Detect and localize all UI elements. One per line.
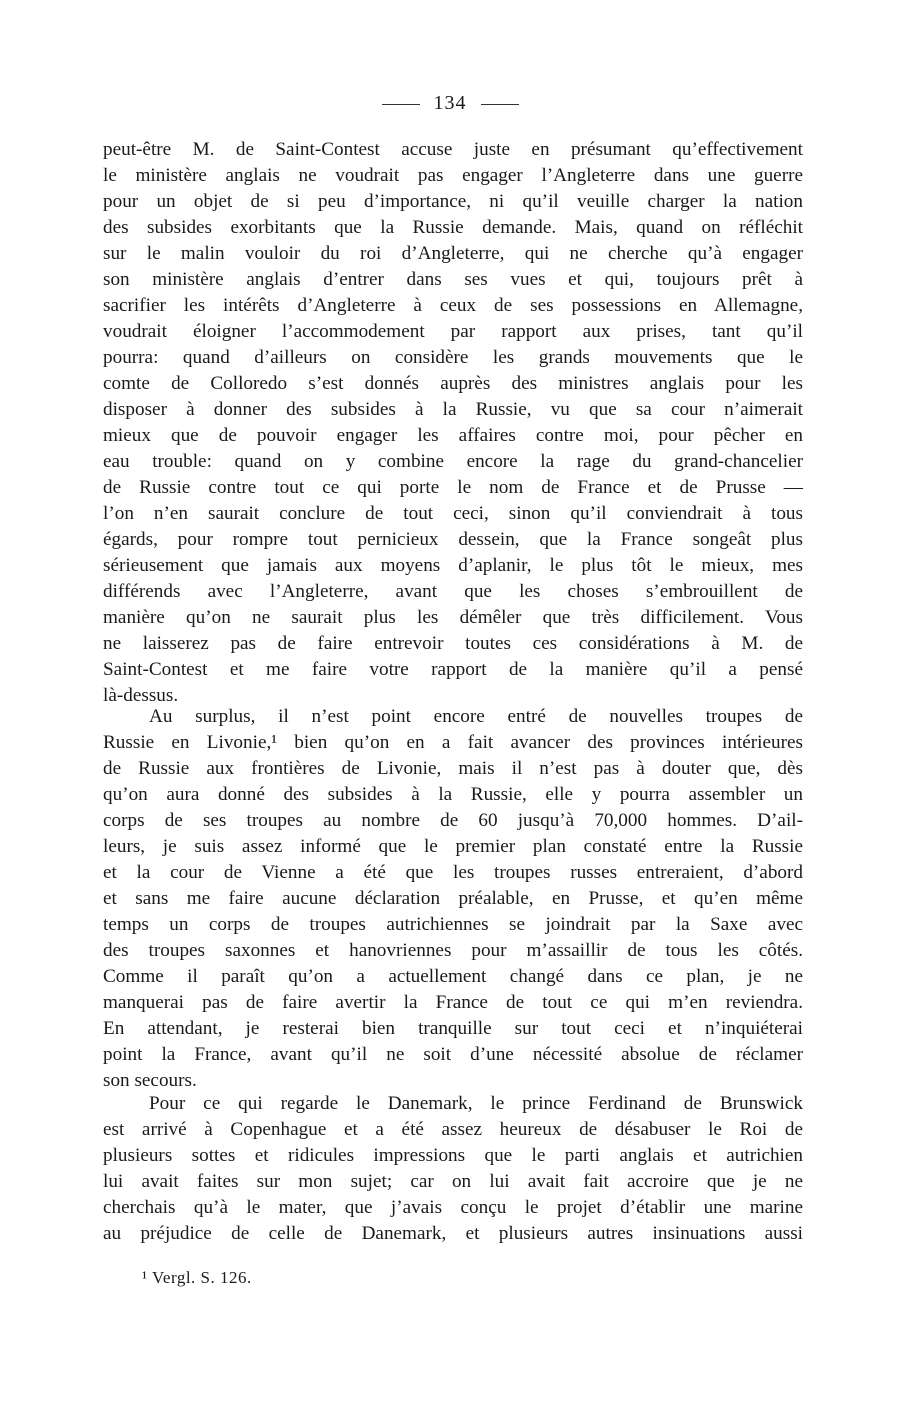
paragraph-1 xyxy=(103,137,803,709)
text-line: ne laisserez pas de faire entrevoir toutes ces considérations à M. de xyxy=(103,633,803,654)
text-line: point la France, avant qu’il ne soit d’une nécessité absolue de réclamer xyxy=(103,1044,803,1065)
text-line: et sans me faire aucune déclaration préalable, en Prusse, et qu’en même xyxy=(103,888,803,909)
text-line: et la cour de Vienne a été que les troupes russes entreraient, d’abord xyxy=(103,862,803,883)
text-line: corps de ses troupes au nombre de 60 jusqu’à 70,000 hommes. D’ail- xyxy=(103,810,803,831)
text-line: qu’on aura donné des subsides à la Russie, elle y pourra assembler un xyxy=(103,784,803,805)
text-line: temps un corps de troupes autrichiennes se joindrait par la Saxe avec xyxy=(103,914,803,935)
text-line: égards, pour rompre tout pernicieux dessein, que la France songeât plus xyxy=(103,529,803,550)
text-line: Comme il paraît qu’on a actuellement changé dans ce plan, je ne xyxy=(103,966,803,987)
text-line: disposer à donner des subsides à la Russie, vu que sa cour n’aimerait xyxy=(103,399,803,420)
text-line: eau trouble: quand on y combine encore la rage du grand-chancelier xyxy=(103,451,803,472)
text-line: mieux que de pouvoir engager les affaires contre moi, pour pêcher en xyxy=(103,425,803,446)
text-line: plusieurs sottes et ridicules impressions que le parti anglais et autrichien xyxy=(103,1145,803,1166)
text-line: différends avec l’Angleterre, avant que les choses s’embrouillent de xyxy=(103,581,803,602)
text-line: sérieusement que jamais aux moyens d’aplanir, le plus tôt le mieux, mes xyxy=(103,555,803,576)
text-line: sur le malin vouloir du roi d’Angleterre, qui ne cherche qu’à engager xyxy=(103,243,803,264)
text-line: des subsides exorbitants que la Russie demande. Mais, quand on réfléchit xyxy=(103,217,803,238)
text-line: pourra: quand d’ailleurs on considère les grands mouvements que le xyxy=(103,347,803,368)
text-line: de Russie contre tout ce qui porte le nom de France et de Prusse — xyxy=(103,477,803,498)
text-line: cherchais qu’à le mater, que j’avais conçu le projet d’établir une marine xyxy=(103,1197,803,1218)
text-line: lui avait faites sur mon sujet; car on lui avait fait accroire que je ne xyxy=(103,1171,803,1192)
text-line: le ministère anglais ne voudrait pas engager l’Angleterre dans une guerre xyxy=(103,165,803,186)
text-line: est arrivé à Copenhague et a été assez heureux de désabuser le Roi de xyxy=(103,1119,803,1140)
text-line: leurs, je suis assez informé que le premier plan constaté entre la Russie xyxy=(103,836,803,857)
page-header xyxy=(0,92,900,115)
text-line: de Russie aux frontières de Livonie, mais il n’est pas à douter que, dès xyxy=(103,758,803,779)
text-line: sacrifier les intérêts d’Angleterre à ceux de ses possessions en Allemagne, xyxy=(103,295,803,316)
header-dash-left xyxy=(382,104,420,105)
footnote: ¹ Vergl. S. 126. xyxy=(142,1268,252,1287)
text-line: manquerai pas de faire avertir la France de tout ce qui m’en reviendra. xyxy=(103,992,803,1013)
text-line: des troupes saxonnes et hanovriennes pour m’assaillir de tous les côtés. xyxy=(103,940,803,961)
text-line: là-dessus. xyxy=(103,685,179,706)
paragraph-3 xyxy=(103,1091,803,1247)
text-line: son secours. xyxy=(103,1070,197,1091)
text-line: Pour ce qui regarde le Danemark, le prince Ferdinand de Brunswick xyxy=(149,1093,803,1114)
text-line: pour un objet de si peu d’importance, ni qu’il veuille charger la nation xyxy=(103,191,803,212)
text-line: au préjudice de celle de Danemark, et plusieurs autres insinuations aussi xyxy=(103,1223,803,1244)
text-line: voudrait éloigner l’accommodement par rapport aux prises, tant qu’il xyxy=(103,321,803,342)
page-number: 134 xyxy=(433,92,467,114)
text-line: l’on n’en saurait conclure de tout ceci, sinon qu’il conviendrait à tous xyxy=(103,503,803,524)
text-line: comte de Colloredo s’est donnés auprès des ministres anglais pour les xyxy=(103,373,803,394)
text-line: En attendant, je resterai bien tranquille sur tout ceci et n’inquiéterai xyxy=(103,1018,803,1039)
paragraph-2 xyxy=(103,704,803,1094)
text-line: Au surplus, il n’est point encore entré de nouvelles troupes de xyxy=(149,706,803,727)
text-line: Saint-Contest et me faire votre rapport de la manière qu’il a pensé xyxy=(103,659,803,680)
text-line: manière qu’on ne saurait plus les démêler que très difficilement. Vous xyxy=(103,607,803,628)
header-dash-right xyxy=(481,104,519,105)
text-line: son ministère anglais d’entrer dans ses vues et qui, toujours prêt à xyxy=(103,269,803,290)
text-line: Russie en Livonie,¹ bien qu’on en a fait avancer des provinces intérieures xyxy=(103,732,803,753)
text-line: peut-être M. de Saint-Contest accuse juste en présumant qu’effectivement xyxy=(103,139,803,160)
